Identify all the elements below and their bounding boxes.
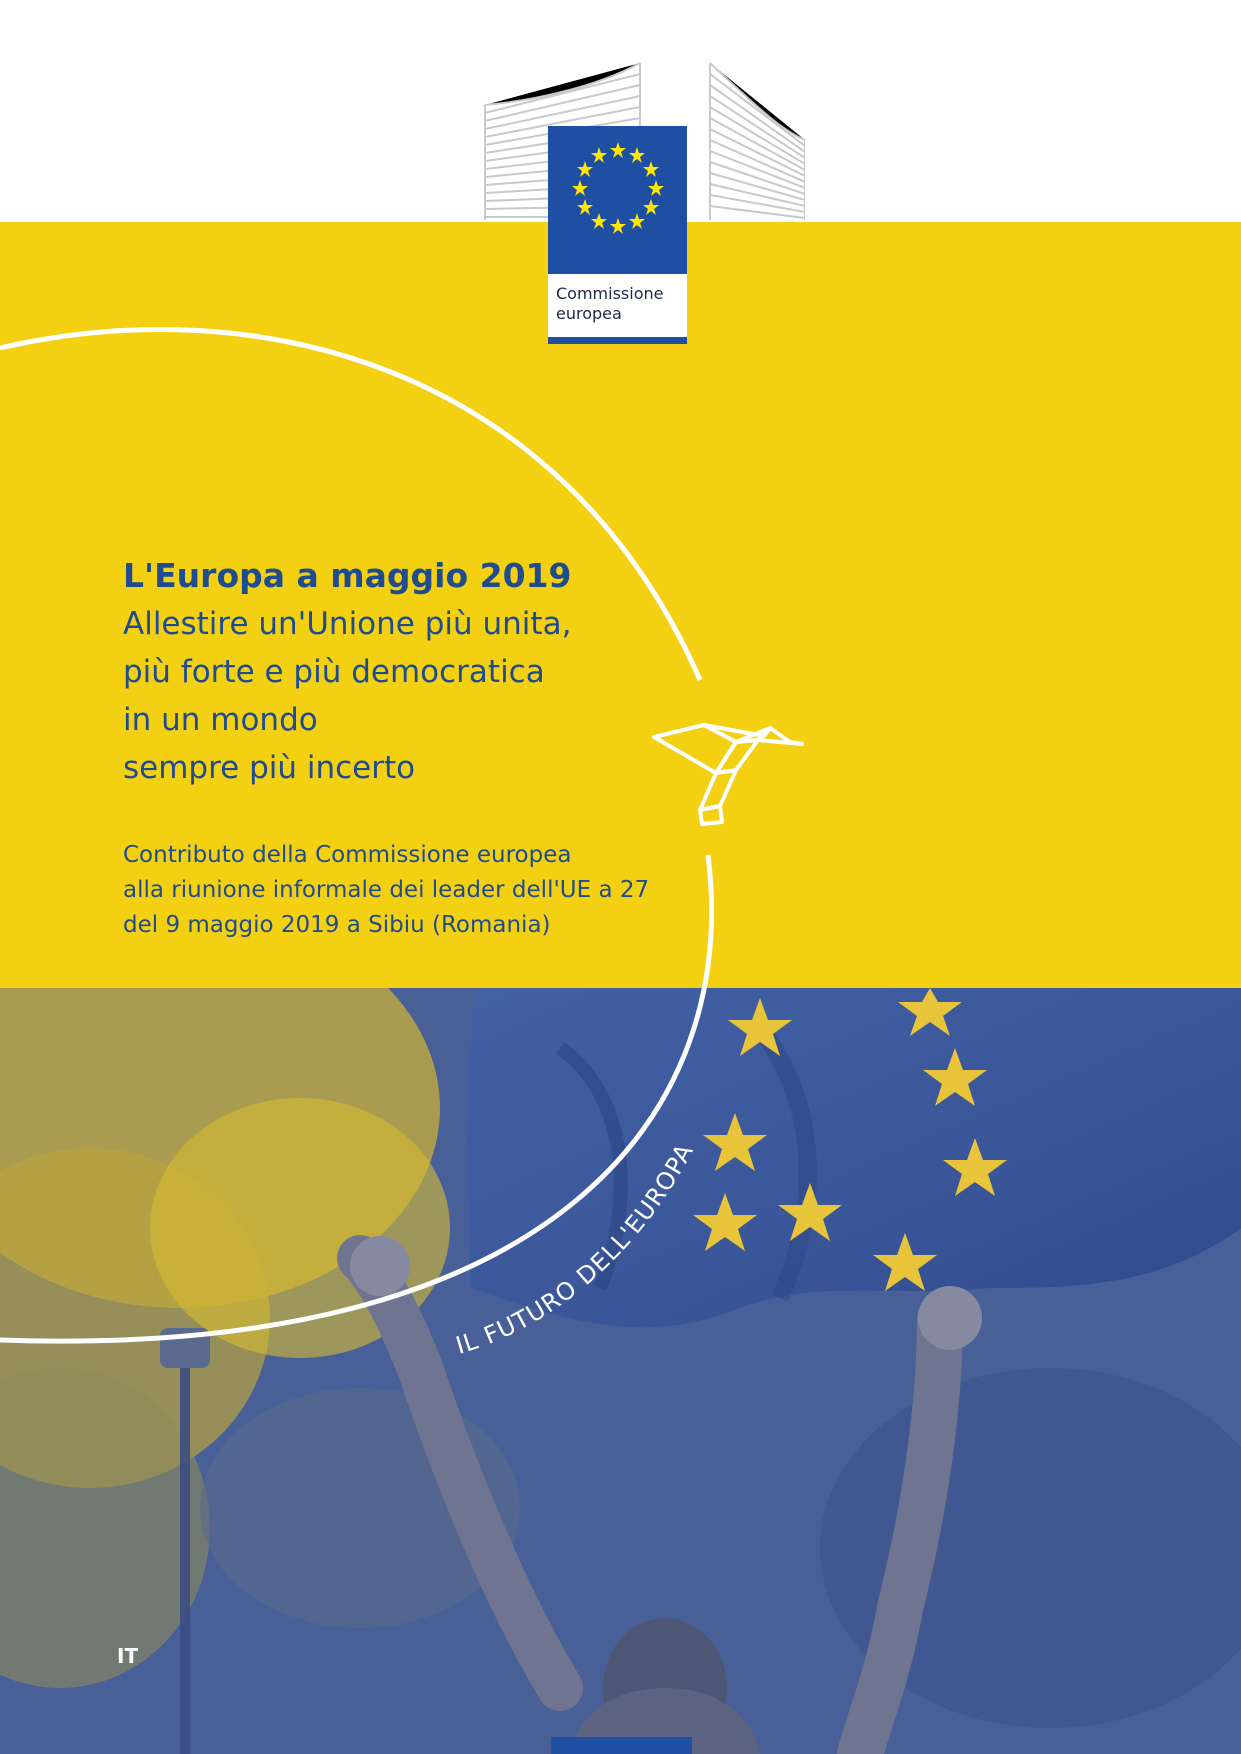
language-code: IT (117, 1644, 139, 1668)
contribution-line: del 9 maggio 2019 a Sibiu (Romania) (123, 912, 551, 938)
title-block (123, 552, 683, 792)
logo-text (556, 284, 663, 324)
eu-flag-icon (548, 126, 687, 274)
subtitle-line: Allestire un'Unione più unita, (123, 606, 572, 642)
title-heading: L'Europa a maggio 2019 (123, 556, 572, 595)
arc-label: IL FUTURO DELL'EUROPA (452, 1138, 700, 1360)
logo-line-1: Commissione (556, 284, 664, 303)
logo-underline (548, 337, 687, 344)
contribution-line: Contributo della Commissione europea (123, 842, 572, 868)
subtitle-line: più forte e più democratica (123, 654, 545, 690)
subtitle-line: in un mondo (123, 702, 318, 738)
contribution-line: alla riunione informale dei leader dell'UE a 27 (123, 877, 650, 903)
logo-line-2: europea (556, 304, 622, 323)
commission-logo (480, 60, 805, 323)
subtitle-line: sempre più incerto (123, 750, 416, 786)
contribution-text (123, 838, 723, 943)
bottom-tab (551, 1737, 692, 1754)
